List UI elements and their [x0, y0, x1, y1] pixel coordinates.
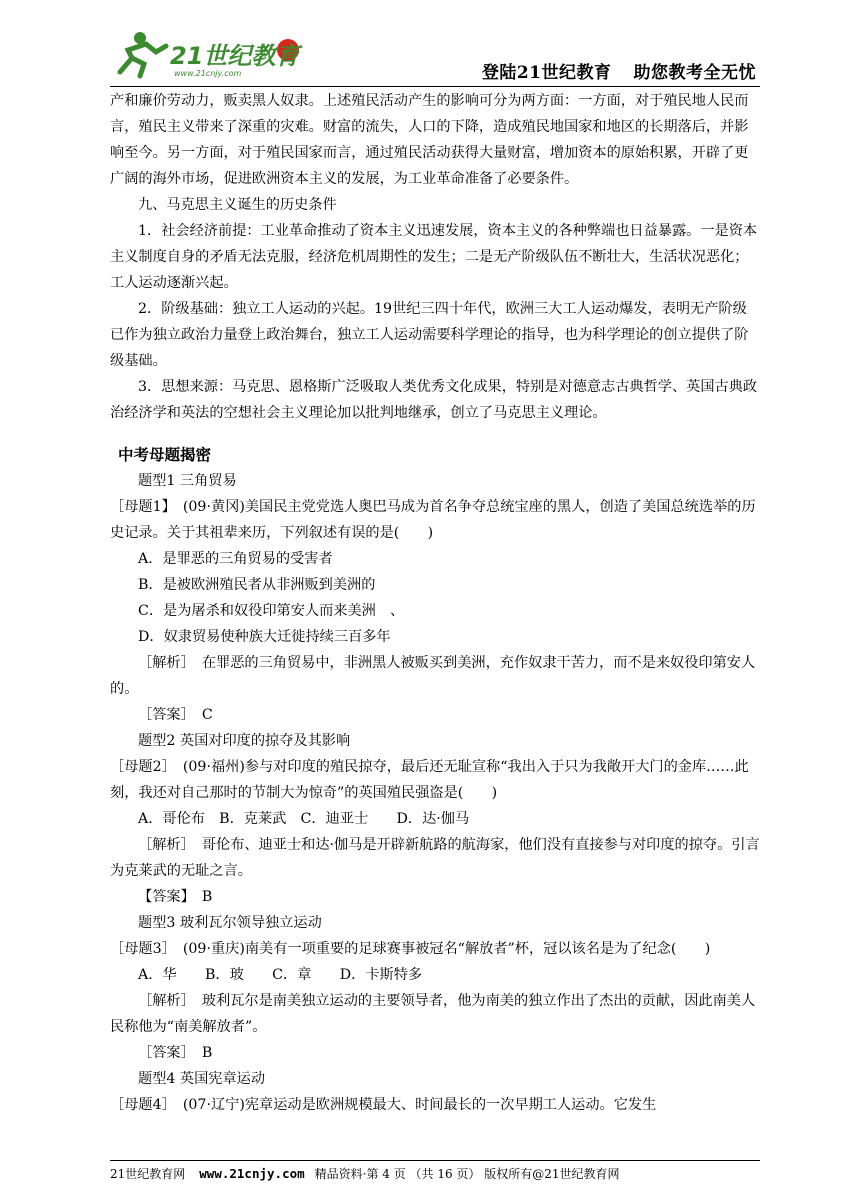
paragraph: 题型1 三角贸易 [138, 473, 237, 489]
footer-site: 21世纪教育网 [110, 1167, 186, 1181]
paragraph: B．是被欧洲殖民者从非洲贩到美洲的 [138, 577, 376, 593]
footer-info: 精品资料·第 4 页 （共 16 页） 版权所有@21世纪教育网 [314, 1167, 620, 1181]
paragraph: 3．思想来源：马克思、恩格斯广泛吸取人类优秀文化成果，特别是对德意志古典哲学、英国古典政治经济学和英法的空想社会主义理论加以批判地继承，创立了马克思主义理论。 [110, 379, 758, 421]
paragraph: ［母题4］ (07·辽宁)宪章运动是欧洲规模最大、时间最长的一次早期工人运动。它发生 [110, 1097, 657, 1113]
paragraph: ［母题3］ (09·重庆)南美有一项重要的足球赛事被冠名“解放者”杯，冠以该名是为了纪念( ) [110, 941, 711, 957]
paragraph: A．哥伦布 B．克莱武 C．迪亚士 D．达·伽马 [138, 811, 470, 827]
section-heading: 中考母题揭密 [118, 446, 212, 464]
paragraph: 九、马克思主义诞生的历史条件 [138, 197, 337, 213]
paragraph: ［答案］ C [138, 707, 213, 723]
paragraph: ［解析］ 玻利瓦尔是南美独立运动的主要领导者，他为南美的独立作出了杰出的贡献，因此南美人民称他为“南美解放者”。 [110, 993, 756, 1035]
page-footer [110, 1160, 760, 1182]
slogan-right: 助您教考全无忧 [633, 63, 756, 83]
logo-url: www.21cnjy.com [174, 69, 242, 78]
paragraph: 题型2 英国对印度的掠夺及其影响 [138, 733, 351, 749]
header-slogan [460, 58, 756, 83]
paragraph: A．华 B．玻 C．章 D．卡斯特多 [138, 967, 423, 983]
paragraph: ［解析］ 在罪恶的三角贸易中，非洲黑人被贩买到美洲，充作奴隶干苦力，而不是来奴役印第安人的。 [110, 655, 756, 697]
paragraph: A．是罪恶的三角贸易的受害者 [138, 551, 333, 567]
paragraph: D．奴隶贸易使种族大迁徙持续三百多年 [138, 629, 391, 645]
page-header [110, 28, 760, 87]
paragraph: ［母题2］ (09·福州)参与对印度的殖民掠夺，最后还无耻宣称“我出入于只为我敞开大门的金库……此刻，我还对自己那时的节制大为惊奇”的英国殖民强盗是( ) [110, 759, 749, 801]
paragraph: 2．阶级基础：独立工人运动的兴起。19世纪三四十年代，欧洲三大工人运动爆发，表明无产阶级已作为独立政治力量登上政治舞台，独立工人运动需要科学理论的指导，也为科学理论的创立提供了阶级基础。 [110, 301, 749, 369]
paragraph: 题型4 英国宪章运动 [138, 1071, 266, 1087]
paragraph: ［母题1】 (09·黄冈)美国民主党党选人奥巴马成为首名争夺总统宝座的黑人，创造了美国总统选举的历史记录。关于其祖辈来历，下列叙述有误的是( ) [110, 499, 756, 541]
paragraph: 产和廉价劳动力，贩卖黑人奴隶。上述殖民活动产生的影响可分为两方面：一方面，对于殖民地人民而言，殖民主义带来了深重的灾难。财富的流失，人口的下降，造成殖民地国家和地区的长期落后，并影响至今。另一方面，对于殖民国家而言，通过殖民活动获得大量财富，增加资本的原始积累，开辟了更广阔的海外市场，促进欧洲资本主义的发展，为工业革命准备了必要条件。 [110, 93, 749, 187]
paragraph: ［答案］ B [138, 1045, 213, 1061]
document-body [110, 88, 760, 1118]
paragraph: C．是为屠杀和奴役印第安人而来美洲 、 [138, 603, 405, 619]
paragraph: 1．社会经济前提：工业革命推动了资本主义迅速发展，资本主义的各种弊端也日益暴露。一是资本主义制度自身的矛盾无法克服，经济危机周期性的发生；二是无产阶级队伍不断壮大，生活状况恶化；工人运动逐渐兴起。 [110, 223, 758, 291]
site-logo [110, 28, 310, 80]
paragraph: ［解析］ 哥伦布、迪亚士和达·伽马是开辟新航路的航海家，他们没有直接参与对印度的掠夺。引言为克莱武的无耻之言。 [110, 837, 760, 879]
paragraph: 【答案】 B [138, 889, 213, 905]
slogan-left: 登陆21世纪教育 [481, 63, 612, 83]
footer-url[interactable]: www.21cnjy.com [199, 1166, 305, 1181]
paragraph: 题型3 玻利瓦尔领导独立运动 [138, 915, 322, 931]
logo-text: 21世纪教育 [170, 42, 300, 70]
runner-icon [120, 32, 166, 76]
